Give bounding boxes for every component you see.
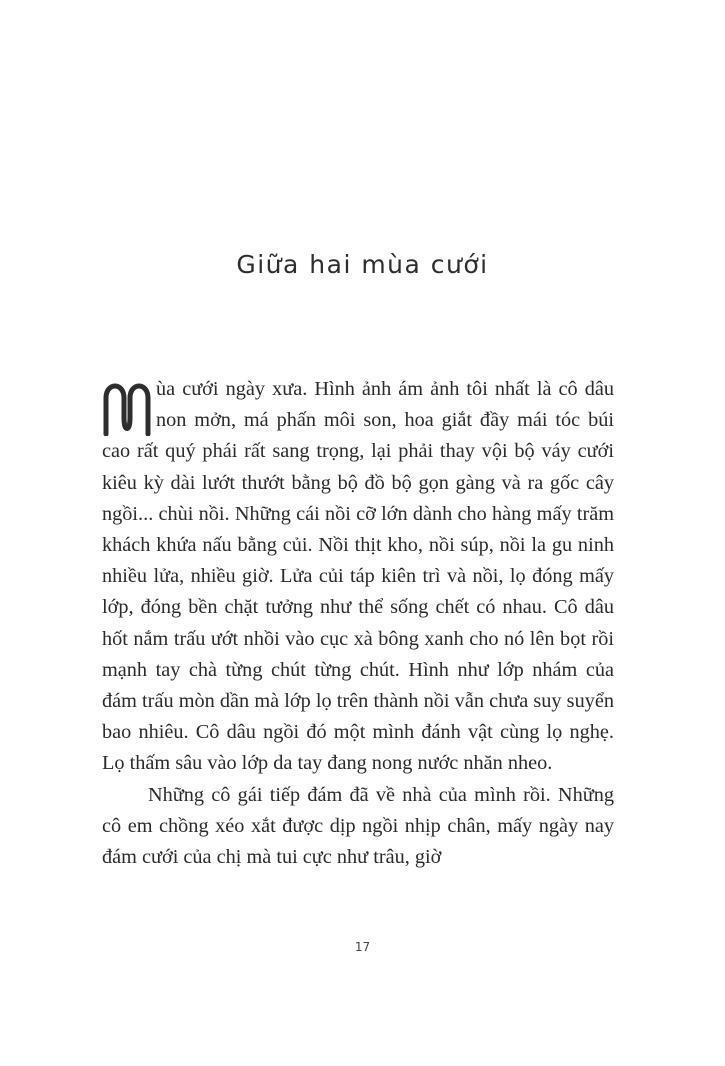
paragraph-2: Những cô gái tiếp đám đã về nhà của mình rồi. Những cô em chồng xéo xắt được dịp ngồi nhịp chân, mấy ngày nay đám cưới của chị mà tui cực như trâu, giờ xyxy=(102,783,614,869)
chapter-body xyxy=(102,374,614,873)
drop-cap-m-icon xyxy=(102,380,152,436)
paragraph-1-text: ùa cưới ngày xưa. Hình ảnh ám ảnh tôi nhất là cô dâu non mởn, má phấn môi son, hoa giắt đầy mái tóc búi cao rất quý phái rất sang trọng, lại phải thay vội bộ váy cưới kiêu kỳ dài lướt thướt bằng bộ đồ bộ gọn gàng và ra gốc cây ngồi... chùi nồi. Những cái nồi cỡ lớn dành cho hàng mấy trăm khách khứa nấu bằng củi. Nồi thịt kho, nồi súp, nồi la gu ninh nhiều lửa, nhiều giờ. Lửa củi táp kiên trì và nồi, lọ đóng mấy lớp, đóng bền chặt tưởng như thể sống chết có nhau. Cô dâu hốt nắm trấu ướt nhồi vào cục xà bông xanh cho nó lên bọt rồi mạnh tay chà từng chút từng chút. Hình như lớp nhám của đám trấu mòn dần mà lớp lọ trên thành nồi vẫn chưa suy suyển bao nhiêu. Cô dâu ngồi đó một mình đánh vật cùng lọ nghẹ. Lọ thấm sâu vào lớp da tay đang nong nước nhăn nheo. xyxy=(102,378,614,775)
chapter-title: Giữa hai mùa cưới xyxy=(236,250,489,279)
page-number: 17 xyxy=(354,940,371,954)
paragraph-1 xyxy=(102,374,614,780)
